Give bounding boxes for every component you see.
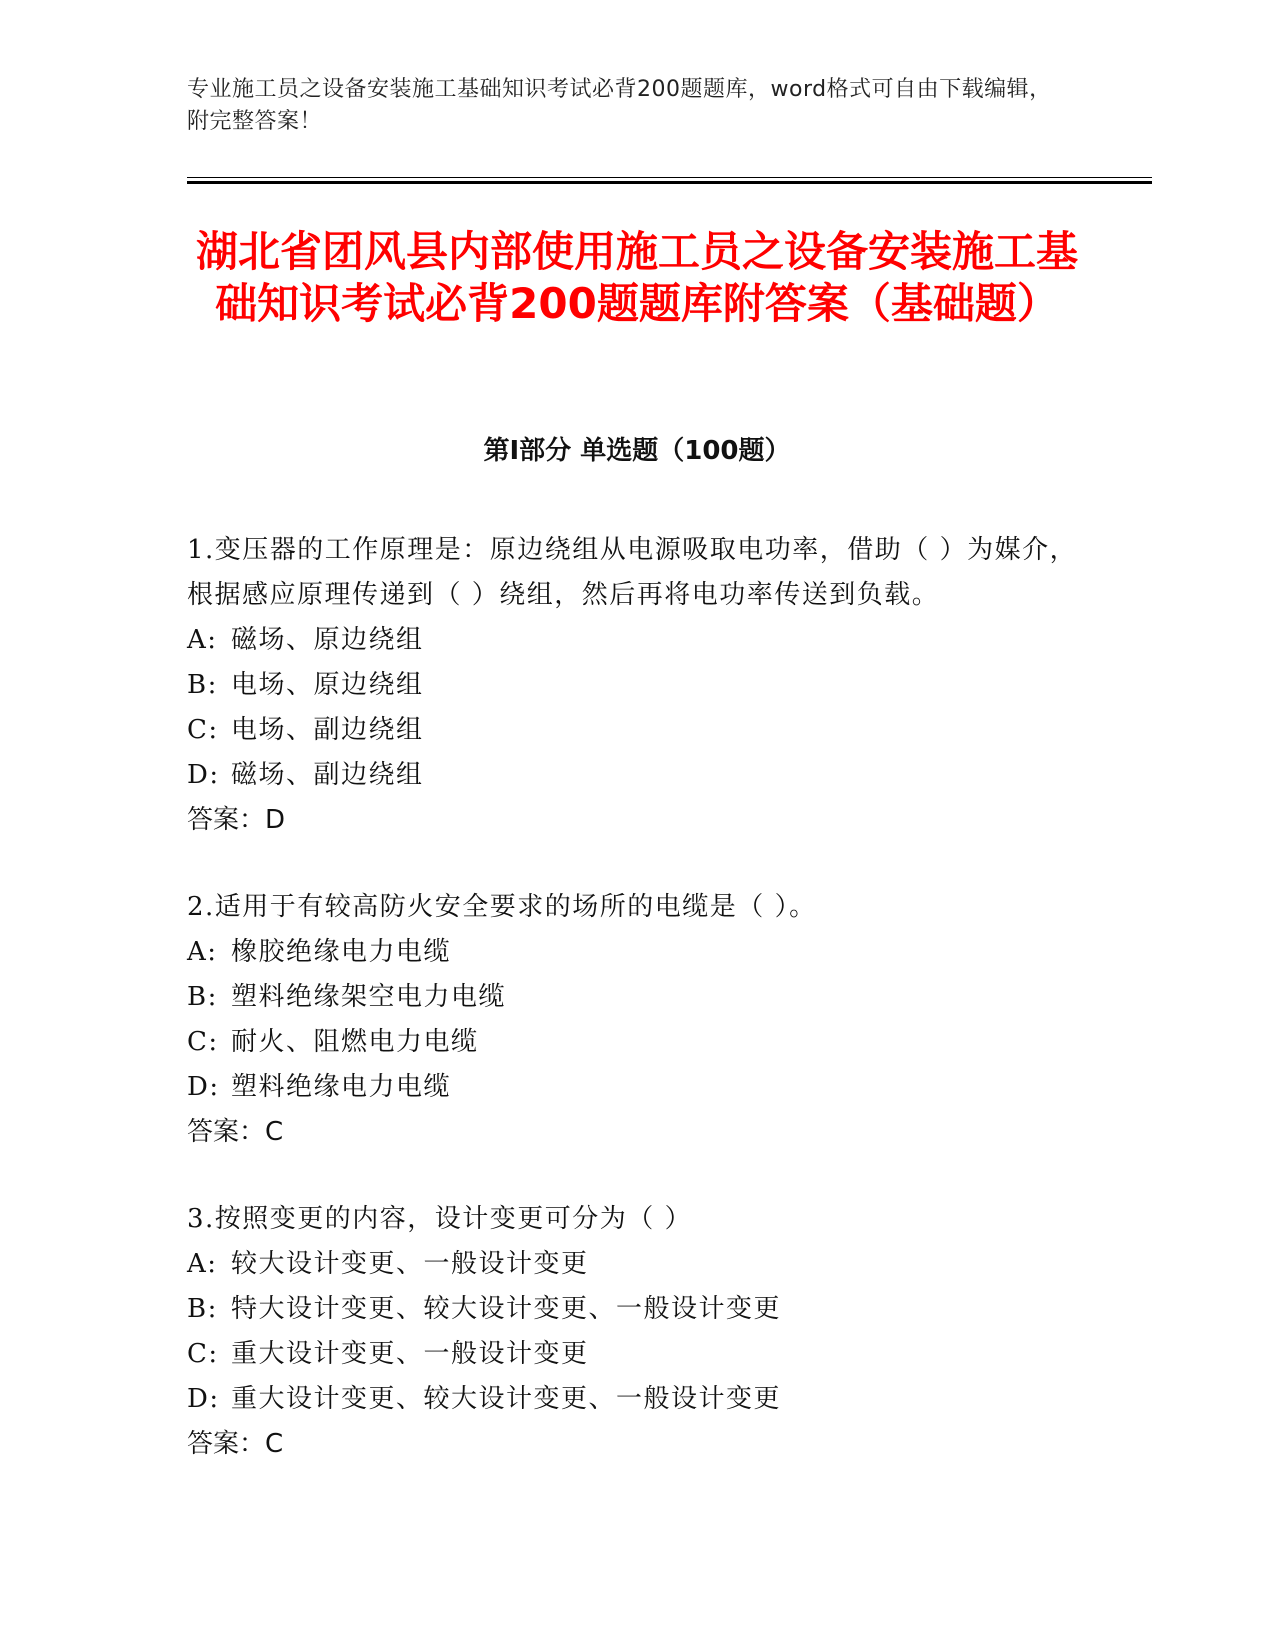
option-c (187, 1020, 1087, 1065)
option-text: 橡胶绝缘电力电缆 (231, 937, 452, 967)
option-text: 电场、副边绕组 (231, 715, 424, 745)
option-a (187, 930, 1087, 975)
option-text: 特大设计变更、较大设计变更、一般设计变更 (231, 1294, 782, 1324)
option-text: 电场、原边绕组 (231, 670, 424, 700)
option-text: 塑料绝缘电力电缆 (231, 1072, 452, 1102)
question-stem: 2.适用于有较高防火安全要求的场所的电缆是（ ）。 (187, 892, 817, 922)
option-text: 重大设计变更、较大设计变更、一般设计变更 (231, 1384, 782, 1414)
question-stem: 1.变压器的工作原理是：原边绕组从电源吸取电功率，借助（ ）为媒介，根据感应原理传递到（ ）绕组，然后再将电功率传送到负载。 (187, 535, 1078, 610)
answer-line: 答案：C (187, 1117, 284, 1147)
option-text: 磁场、副边绕组 (231, 760, 424, 790)
document-title: 湖北省团风县内部使用施工员之设备安装施工基础知识考试必背200题题库附答案（基础题） (195, 227, 1078, 328)
answer-line: 答案：D (187, 805, 286, 835)
option-letter: A: (187, 625, 218, 655)
header-rule-thin (187, 177, 1152, 178)
option-a (187, 1242, 1087, 1287)
question-stem: 3.按照变更的内容，设计变更可分为（ ） (187, 1204, 693, 1234)
option-d (187, 1377, 1087, 1422)
option-a (187, 618, 1087, 663)
option-d (187, 753, 1087, 798)
option-letter: B: (187, 982, 218, 1012)
option-b (187, 975, 1087, 1020)
option-letter: D: (187, 760, 220, 790)
option-c (187, 708, 1087, 753)
question-1 (187, 528, 1087, 843)
question-3 (187, 1197, 1087, 1467)
option-text: 耐火、阻燃电力电缆 (231, 1027, 479, 1057)
option-c (187, 1332, 1087, 1377)
option-b (187, 1287, 1087, 1332)
question-2 (187, 885, 1087, 1155)
option-d (187, 1065, 1087, 1110)
option-letter: A: (187, 1249, 218, 1279)
option-letter: B: (187, 1294, 218, 1324)
header-note: 专业施工员之设备安装施工基础知识考试必背200题题库，word格式可自由下载编辑，附完整答案！ (187, 77, 1052, 134)
option-text: 磁场、原边绕组 (231, 625, 424, 655)
answer-line: 答案：C (187, 1429, 284, 1459)
option-text: 塑料绝缘架空电力电缆 (231, 982, 507, 1012)
option-b (187, 663, 1087, 708)
option-letter: C: (187, 715, 219, 745)
option-letter: C: (187, 1339, 219, 1369)
option-letter: B: (187, 670, 218, 700)
option-text: 重大设计变更、一般设计变更 (231, 1339, 589, 1369)
option-letter: D: (187, 1072, 220, 1102)
section-title: 第Ⅰ部分 单选题（100题） (483, 436, 791, 466)
option-letter: A: (187, 937, 218, 967)
option-letter: D: (187, 1384, 220, 1414)
option-text: 较大设计变更、一般设计变更 (231, 1249, 589, 1279)
question-list (187, 528, 1087, 1509)
header-rule-thick (187, 181, 1152, 184)
option-letter: C: (187, 1027, 219, 1057)
